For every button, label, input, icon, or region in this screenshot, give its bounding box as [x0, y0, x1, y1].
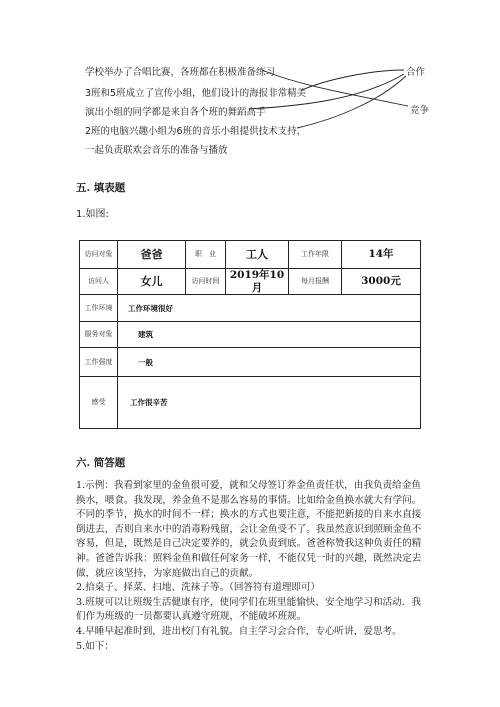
matching-item-3: 演出小组的同学都是来自各个班的舞蹈高手: [85, 107, 266, 118]
table-row: [80, 295, 421, 322]
answer-2: 2.拾桌子、择菜、扫地、洗袜子等。（回答符有道理即可）: [76, 582, 321, 594]
section6-title: 六. 简答题: [76, 457, 126, 469]
work-years-value: 14年: [342, 241, 421, 269]
matching-item-1: 学校举办了合唱比赛，各班都在积极准备练习: [85, 67, 276, 78]
answers-block: [76, 479, 424, 654]
environment-label: 工作环境: [80, 295, 118, 322]
intensity-label: 工作强度: [80, 348, 118, 377]
table-row: [80, 377, 421, 429]
answer-1: 1.示例：我看到家里的金鱼很可爱，就和父母签订养金鱼责任状，由我负责给金鱼换水，喂食。我发现，养金鱼不是那么容易的事情。比如给金鱼换水就大有学问。不同的季节，换水的时间不一样；换水的方式也要注意，不能把新接的自来水直接倒进去，否则自来水中的消毒粉残留，会让金鱼受不了。我虽然意识到照顾金鱼不容易，但是，既然是自己决定要养的，就会负责到底。爸爸称赞我这种负责任的精神。爸爸告诉我：照料金鱼和做任何家务一样，不能仅凭一时的兴趣，既然决定去做，就应该坚持，为家庭做出自己的贡献。: [76, 480, 422, 579]
visit-time-label: 访问时间: [186, 269, 226, 295]
salary-label: 每月报酬: [289, 269, 342, 295]
table-row: [80, 322, 421, 348]
occupation-value: 工人: [226, 241, 289, 269]
interviewee-label: 访问对象: [80, 241, 118, 269]
matching-lines: [0, 0, 500, 160]
feelings-label: 感受: [80, 377, 118, 429]
service-target-value: 建筑: [118, 322, 421, 348]
feelings-value: 工作很辛苦: [118, 377, 421, 429]
occupation-label: 职 业: [186, 241, 226, 269]
intensity-value: 一般: [118, 348, 421, 377]
table-row: [80, 348, 421, 377]
connector-line-1: [262, 70, 408, 106]
table-row: [80, 241, 421, 269]
answer-4: 4.早睡早起准时到，进出校门有礼貌。自主学习会合作，专心听讲，爱思考。: [76, 625, 402, 637]
survey-table: [79, 240, 421, 429]
section5-question: 1.如图:: [76, 209, 109, 220]
environment-value: 工作环境很好: [118, 295, 421, 322]
service-target-label: 服务对象: [80, 322, 118, 348]
interviewer-label: 访问人: [80, 269, 118, 295]
matching-item-5: 一起负责联欢会音乐的准备与播放: [85, 145, 228, 156]
matching-item-4: 2班的电脑兴趣小组为6班的音乐小组提供技术支持，: [85, 126, 307, 137]
answer-3: 3.班规可以让班级生活健康有序，使同学们在班里能愉快、安全地学习和活动．我们作为班级的一员都要认真遵守班规，不能破坏班规。: [76, 596, 421, 623]
option-competition: 竞争: [410, 105, 430, 116]
connector-line-3: [249, 74, 404, 109]
visit-time-value: 2019年10月: [226, 269, 289, 295]
option-cooperation: 合作: [406, 67, 426, 78]
interviewee-value: 爸爸: [118, 241, 186, 269]
work-years-label: 工作年限: [289, 241, 342, 269]
interviewer-value: 女儿: [118, 269, 186, 295]
section5-title: 五. 填表题: [76, 182, 126, 194]
answer-5: 5.如下：: [76, 640, 114, 652]
table-row: [80, 269, 421, 295]
salary-value: 3000元: [342, 269, 421, 295]
matching-item-2: 3班和5班成立了宣传小组，他们设计的海报非常精美: [85, 88, 307, 99]
